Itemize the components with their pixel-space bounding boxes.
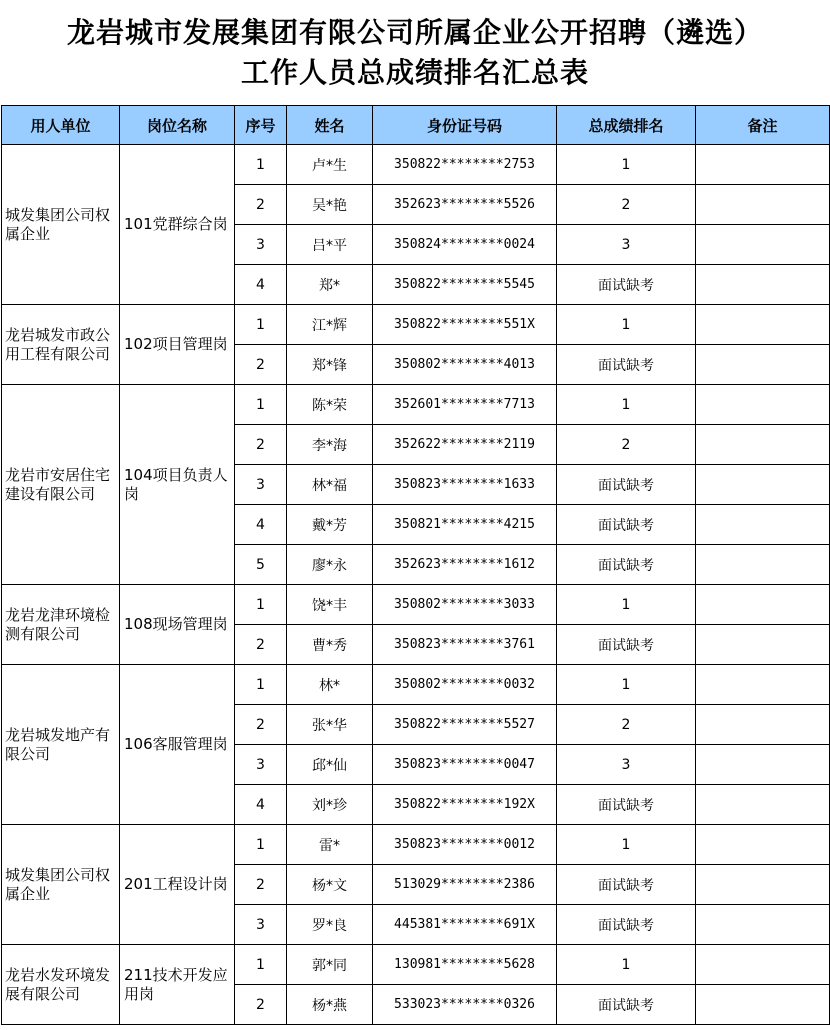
cell-name: 曹*秀 bbox=[287, 625, 373, 665]
table-row bbox=[2, 665, 830, 705]
cell-id-number: 350802********4013 bbox=[373, 345, 557, 385]
cell-name: 饶*丰 bbox=[287, 585, 373, 625]
cell-post: 101党群综合岗 bbox=[120, 145, 235, 305]
cell-note bbox=[696, 345, 830, 385]
cell-id-number: 130981********5628 bbox=[373, 945, 557, 985]
cell-note bbox=[696, 265, 830, 305]
cell-id-number: 350823********0047 bbox=[373, 745, 557, 785]
cell-id-number: 350824********0024 bbox=[373, 225, 557, 265]
cell-note bbox=[696, 945, 830, 985]
cell-note bbox=[696, 225, 830, 265]
cell-post: 211技术开发应用岗 bbox=[120, 945, 235, 1025]
cell-no: 2 bbox=[235, 185, 287, 225]
cell-id-number: 350822********2753 bbox=[373, 145, 557, 185]
cell-rank: 面试缺考 bbox=[557, 265, 696, 305]
cell-rank: 1 bbox=[557, 945, 696, 985]
cell-name: 杨*燕 bbox=[287, 985, 373, 1025]
header-row bbox=[2, 106, 830, 145]
cell-rank: 1 bbox=[557, 665, 696, 705]
cell-id-number: 350802********0032 bbox=[373, 665, 557, 705]
cell-no: 2 bbox=[235, 705, 287, 745]
cell-no: 3 bbox=[235, 225, 287, 265]
cell-unit: 龙岩城发市政公用工程有限公司 bbox=[2, 305, 120, 385]
cell-id-number: 350822********5527 bbox=[373, 705, 557, 745]
cell-no: 4 bbox=[235, 505, 287, 545]
cell-rank: 2 bbox=[557, 185, 696, 225]
cell-note bbox=[696, 385, 830, 425]
page-title bbox=[0, 0, 830, 105]
table-row bbox=[2, 825, 830, 865]
cell-unit: 城发集团公司权属企业 bbox=[2, 145, 120, 305]
cell-id-number: 350802********3033 bbox=[373, 585, 557, 625]
header-id: 身份证号码 bbox=[373, 106, 557, 145]
table-row bbox=[2, 385, 830, 425]
cell-post: 106客服管理岗 bbox=[120, 665, 235, 825]
cell-no: 5 bbox=[235, 545, 287, 585]
cell-name: 廖*永 bbox=[287, 545, 373, 585]
cell-no: 3 bbox=[235, 905, 287, 945]
cell-rank: 面试缺考 bbox=[557, 785, 696, 825]
table-row bbox=[2, 145, 830, 185]
cell-no: 1 bbox=[235, 145, 287, 185]
cell-note bbox=[696, 185, 830, 225]
cell-post: 104项目负责人岗 bbox=[120, 385, 235, 585]
cell-id-number: 350823********0012 bbox=[373, 825, 557, 865]
cell-name: 卢*生 bbox=[287, 145, 373, 185]
cell-name: 林* bbox=[287, 665, 373, 705]
cell-rank: 面试缺考 bbox=[557, 505, 696, 545]
cell-id-number: 350822********551X bbox=[373, 305, 557, 345]
table-row bbox=[2, 305, 830, 345]
cell-name: 林*福 bbox=[287, 465, 373, 505]
cell-name: 邱*仙 bbox=[287, 745, 373, 785]
cell-rank: 面试缺考 bbox=[557, 545, 696, 585]
cell-no: 4 bbox=[235, 265, 287, 305]
cell-note bbox=[696, 305, 830, 345]
cell-id-number: 352601********7713 bbox=[373, 385, 557, 425]
cell-note bbox=[696, 585, 830, 625]
title-line-1: 龙岩城市发展集团有限公司所属企业公开招聘（遴选） bbox=[66, 15, 763, 49]
cell-post: 108现场管理岗 bbox=[120, 585, 235, 665]
table-row bbox=[2, 945, 830, 985]
cell-rank: 面试缺考 bbox=[557, 905, 696, 945]
cell-id-number: 350823********3761 bbox=[373, 625, 557, 665]
cell-unit: 城发集团公司权属企业 bbox=[2, 825, 120, 945]
cell-rank: 1 bbox=[557, 585, 696, 625]
cell-id-number: 352622********2119 bbox=[373, 425, 557, 465]
header-post: 岗位名称 bbox=[120, 106, 235, 145]
cell-name: 刘*珍 bbox=[287, 785, 373, 825]
cell-rank: 面试缺考 bbox=[557, 345, 696, 385]
cell-no: 1 bbox=[235, 305, 287, 345]
cell-name: 杨*文 bbox=[287, 865, 373, 905]
cell-note bbox=[696, 425, 830, 465]
header-note: 备注 bbox=[696, 106, 830, 145]
cell-post: 201工程设计岗 bbox=[120, 825, 235, 945]
cell-note bbox=[696, 785, 830, 825]
cell-rank: 1 bbox=[557, 305, 696, 345]
table-row bbox=[2, 585, 830, 625]
cell-no: 2 bbox=[235, 865, 287, 905]
cell-rank: 面试缺考 bbox=[557, 865, 696, 905]
cell-id-number: 350821********4215 bbox=[373, 505, 557, 545]
cell-rank: 1 bbox=[557, 825, 696, 865]
cell-name: 郑*锋 bbox=[287, 345, 373, 385]
cell-name: 江*辉 bbox=[287, 305, 373, 345]
cell-rank: 2 bbox=[557, 705, 696, 745]
cell-unit: 龙岩龙津环境检测有限公司 bbox=[2, 585, 120, 665]
cell-rank: 3 bbox=[557, 225, 696, 265]
cell-no: 2 bbox=[235, 345, 287, 385]
cell-note bbox=[696, 825, 830, 865]
cell-name: 吕*平 bbox=[287, 225, 373, 265]
cell-no: 3 bbox=[235, 465, 287, 505]
cell-name: 陈*荣 bbox=[287, 385, 373, 425]
cell-no: 1 bbox=[235, 665, 287, 705]
cell-rank: 2 bbox=[557, 425, 696, 465]
cell-name: 郭*同 bbox=[287, 945, 373, 985]
cell-note bbox=[696, 665, 830, 705]
cell-rank: 面试缺考 bbox=[557, 985, 696, 1025]
cell-unit: 龙岩水发环境发展有限公司 bbox=[2, 945, 120, 1025]
cell-no: 1 bbox=[235, 825, 287, 865]
header-name: 姓名 bbox=[287, 106, 373, 145]
cell-name: 李*海 bbox=[287, 425, 373, 465]
cell-rank: 面试缺考 bbox=[557, 625, 696, 665]
cell-no: 2 bbox=[235, 985, 287, 1025]
cell-note bbox=[696, 465, 830, 505]
header-no: 序号 bbox=[235, 106, 287, 145]
cell-id-number: 533023********0326 bbox=[373, 985, 557, 1025]
cell-no: 2 bbox=[235, 425, 287, 465]
cell-name: 张*华 bbox=[287, 705, 373, 745]
cell-note bbox=[696, 145, 830, 185]
cell-rank: 面试缺考 bbox=[557, 465, 696, 505]
cell-no: 1 bbox=[235, 385, 287, 425]
cell-id-number: 445381********691X bbox=[373, 905, 557, 945]
cell-id-number: 350823********1633 bbox=[373, 465, 557, 505]
cell-note bbox=[696, 865, 830, 905]
cell-post: 102项目管理岗 bbox=[120, 305, 235, 385]
cell-id-number: 352623********5526 bbox=[373, 185, 557, 225]
cell-note bbox=[696, 545, 830, 585]
title-line-2: 工作人员总成绩排名汇总表 bbox=[240, 55, 589, 89]
cell-name: 郑* bbox=[287, 265, 373, 305]
cell-rank: 3 bbox=[557, 745, 696, 785]
cell-id-number: 352623********1612 bbox=[373, 545, 557, 585]
cell-note bbox=[696, 745, 830, 785]
header-unit: 用人单位 bbox=[2, 106, 120, 145]
cell-no: 1 bbox=[235, 945, 287, 985]
cell-unit: 龙岩城发地产有限公司 bbox=[2, 665, 120, 825]
cell-note bbox=[696, 905, 830, 945]
cell-note bbox=[696, 985, 830, 1025]
cell-unit: 龙岩市安居住宅建设有限公司 bbox=[2, 385, 120, 585]
results-table bbox=[1, 105, 830, 1025]
cell-no: 4 bbox=[235, 785, 287, 825]
cell-no: 2 bbox=[235, 625, 287, 665]
cell-id-number: 513029********2386 bbox=[373, 865, 557, 905]
header-rank: 总成绩排名 bbox=[557, 106, 696, 145]
cell-name: 戴*芳 bbox=[287, 505, 373, 545]
cell-name: 吴*艳 bbox=[287, 185, 373, 225]
cell-id-number: 350822********5545 bbox=[373, 265, 557, 305]
cell-id-number: 350822********192X bbox=[373, 785, 557, 825]
cell-note bbox=[696, 505, 830, 545]
cell-rank: 1 bbox=[557, 145, 696, 185]
cell-note bbox=[696, 625, 830, 665]
cell-rank: 1 bbox=[557, 385, 696, 425]
cell-name: 罗*良 bbox=[287, 905, 373, 945]
table-body bbox=[2, 145, 830, 1025]
cell-no: 3 bbox=[235, 745, 287, 785]
cell-no: 1 bbox=[235, 585, 287, 625]
cell-name: 雷* bbox=[287, 825, 373, 865]
cell-note bbox=[696, 705, 830, 745]
